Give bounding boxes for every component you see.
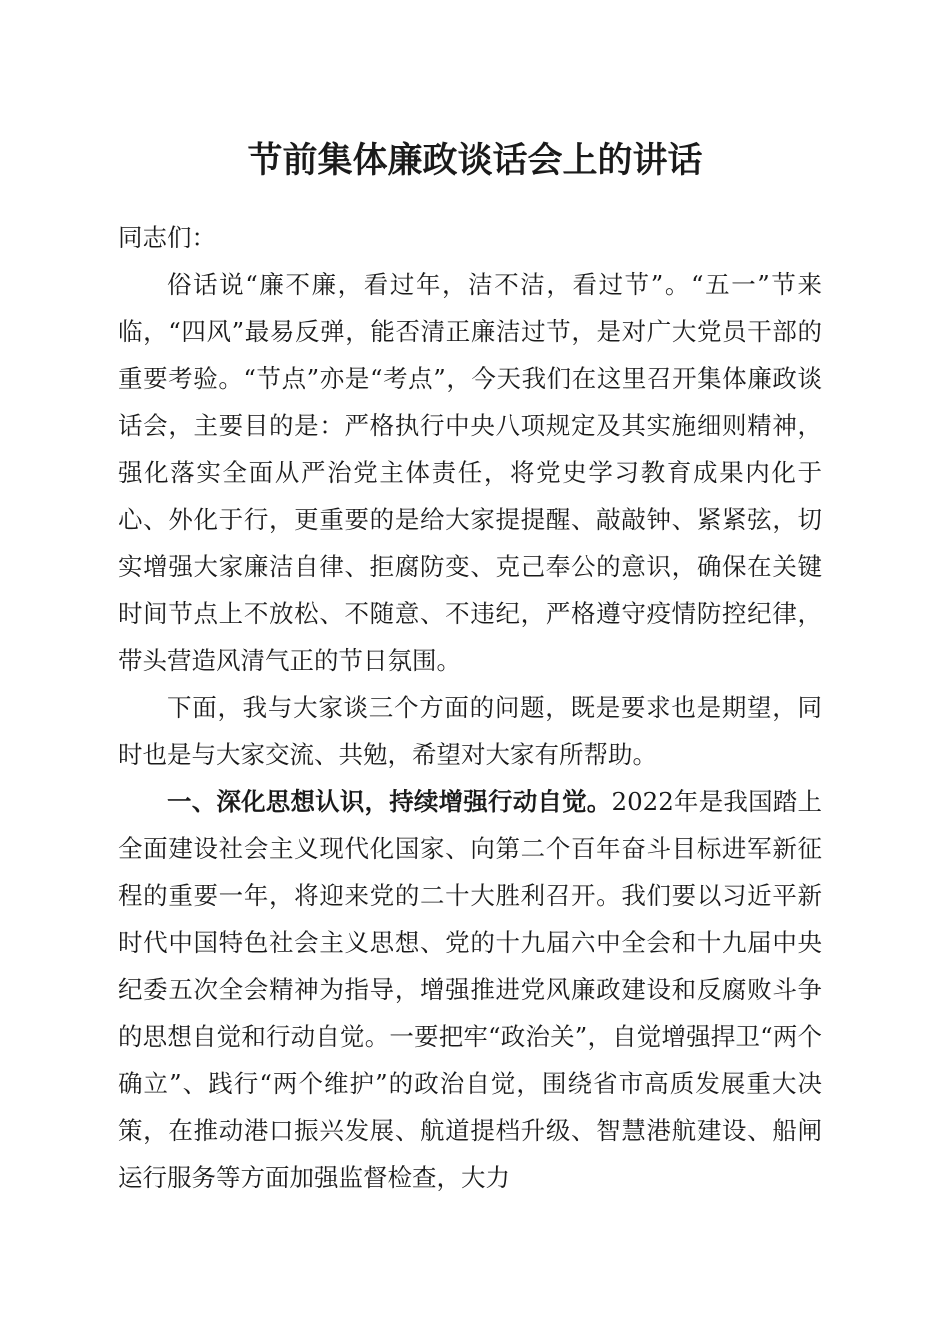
paragraph-overview: 下面，我与大家谈三个方面的问题，既是要求也是期望，同时也是与大家交流、共勉，希望对大家有所帮助。 [118,693,822,769]
section-1-heading: 一、深化思想认识，持续增强行动自觉。 [167,787,612,816]
document-title: 节前集体廉政谈话会上的讲话 [247,140,703,181]
salutation: 同志们： [118,223,216,252]
document-body [118,214,822,1201]
section-1-text: 2022年是我国踏上全面建设社会主义现代化国家、向第二个百年奋斗目标进军新征程的重要一年，将迎来党的二十大胜利召开。我们要以习近平新时代中国特色社会主义思想、党的十九届六中全会和十九届中央纪委五次全会精神为指导，增强推进党风廉政建设和反腐败斗争的思想自觉和行动自觉。一要把牢“政治关”，自觉增强捍卫“两个确立”、践行“两个维护”的政治自觉，围绕省市高质发展重大决策，在推动港口振兴发展、航道提档升级、智慧港航建设、船闸运行服务等方面加强监督检查，大力 [118,787,822,1192]
paragraph-intro: 俗话说“廉不廉，看过年，洁不洁，看过节”。“五一”节来临，“四风”最易反弹，能否清正廉洁过节，是对广大党员干部的重要考验。“节点”亦是“考点”，今天我们在这里召开集体廉政谈话会，主要目的是：严格执行中央八项规定及其实施细则精神，强化落实全面从严治党主体责任，将党史学习教育成果内化于心、外化于行，更重要的是给大家提提醒、敲敲钟、紧紧弦，切实增强大家廉洁自律、拒腐防变、克己奉公的意识，确保在关键时间节点上不放松、不随意、不违纪，严格遵守疫情防控纪律，带头营造风清气正的节日氛围。 [118,270,822,675]
paragraph-section-1 [118,778,822,1201]
